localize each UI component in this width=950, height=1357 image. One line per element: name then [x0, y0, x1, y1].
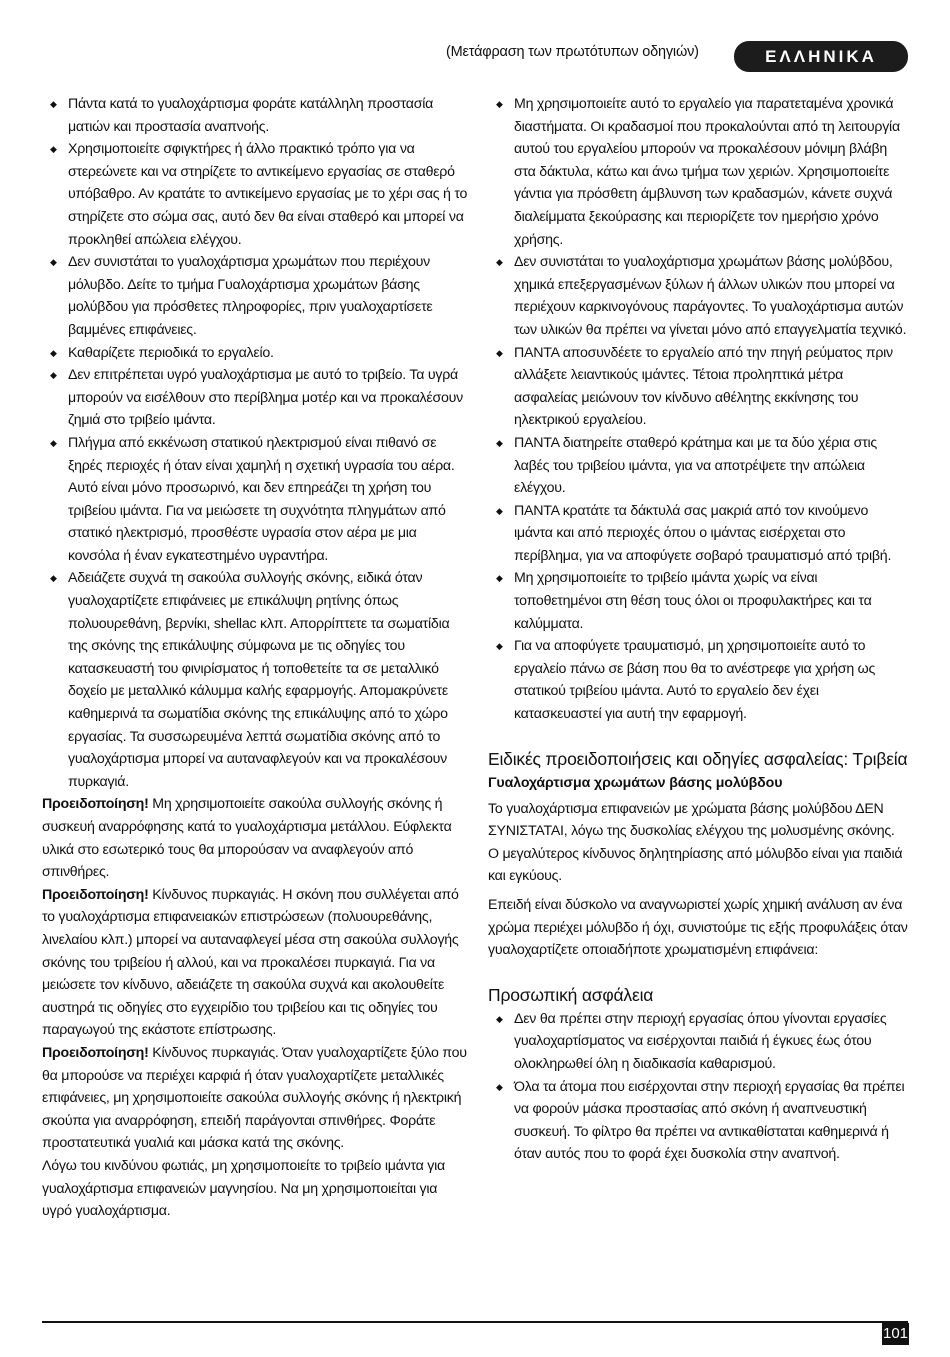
diamond-bullet-icon: ◆ — [50, 573, 57, 584]
list-item — [42, 432, 468, 568]
diamond-bullet-icon: ◆ — [496, 257, 503, 268]
warning-paragraph — [42, 884, 468, 1042]
warning-text: Μη χρησιμοποιείτε σακούλα συλλογής σκόνης ή συσκευή αναρρόφησης κατά το γυαλοχάρτισμα μετάλλου. Εύφλεκτα υλικά στο εσωτερικό τους θα μπορούσαν να αναφλεγούν από σπινθήρες. — [42, 796, 452, 881]
list-item — [42, 251, 468, 341]
list-item — [488, 432, 908, 500]
bullet-text: Χρησιμοποιείτε σφιγκτήρες ή άλλο πρακτικό τρόπο για να στερεώνετε και να στηρίζετε το αντικείμενο εργασίας σε σταθερό υπόβαθρο. Αν κρατάτε το αντικείμενο εργασίας με το χέρι σας ή το στηρίζετε στο σώμα σας, αυτό δεν θα είναι σταθερό και μπορεί να προκληθεί απώλεια ελέγχου. — [68, 141, 468, 248]
bullet-text: Δεν συνιστάται το γυαλοχάρτισμα χρωμάτων που περιέχουν μόλυβδο. Δείτε το τμήμα Γυαλοχάρτισμα χρωμάτων βάσης μολύβδου για πρόσθετες πληροφορίες, πριν γυαλοχαρτίσετε βαμμένες επιφάνειες. — [68, 254, 433, 338]
bullet-text: Πάντα κατά το γυαλοχάρτισμα φοράτε κατάλληλη προστασία ματιών και προστασία αναπνοής. — [68, 96, 434, 135]
body-paragraph: Το γυαλοχάρτισμα επιφανειών με χρώματα βάσης μολύβδου ΔΕΝ ΣΥΝΙΣΤΑΤΑΙ, λόγω της δυσκολίας ελέγχου της μολυσμένης σκόνης. Ο μεγαλύτερος κίνδυνος δηλητηρίασης από μόλυβδο είναι για παιδιά και εγκύους. — [488, 800, 903, 885]
warning-label: Προειδοποίηση! — [42, 1044, 149, 1061]
diamond-bullet-icon: ◆ — [50, 99, 57, 109]
diamond-bullet-icon: ◆ — [496, 99, 503, 109]
footer-divider — [42, 1321, 908, 1323]
list-item — [488, 500, 908, 568]
list-item — [42, 342, 468, 365]
closing-paragraph: Λόγω του κινδύνου φωτιάς, μη χρησιμοποιείτε το τριβείο ιμάντα για γυαλοχάρτισμα επιφανειών μαγνησίου. Να μη χρησιμοποιείται για υγρό γυαλοχάρτισμα. — [42, 1157, 445, 1220]
bullet-text: Δεν επιτρέπεται υγρό γυαλοχάρτισμα με αυτό το τριβείο. Τα υγρά μπορούν να εισέλθουν στο περίβλημα μοτέρ και να προκαλέσουν ζημιά στο τριβείο ιμάντα. — [68, 367, 463, 429]
diamond-bullet-icon: ◆ — [496, 641, 503, 652]
warning-label: Προειδοποίηση! — [42, 886, 149, 903]
warning-label: Προειδοποίηση! — [42, 796, 149, 813]
diamond-bullet-icon: ◆ — [496, 1013, 503, 1024]
list-item — [488, 567, 908, 635]
left-bullet-list — [42, 93, 468, 793]
bullet-text: Πλήγμα από εκκένωση στατικού ηλεκτρισμού είναι πιθανό σε ξηρές περιοχές ή όταν είναι χαμηλή η σχετική υγρασία του αέρα. Αυτό είναι μόνο προσωρινό, και δεν επηρεάζει τη χρήση του τριβείου ιμάντα. Για να μειώσετε τη συχνότητα πληγμάτων από στατικό ηλεκτρισμό, προσθέστε υγρασία στον αέρα με μια κονσόλα ή έναν εγκατεστημένο υγραντήρα. — [68, 434, 455, 564]
section-heading: Ειδικές προειδοποιήσεις και οδηγίες ασφαλείας: Τριβεία — [488, 748, 908, 769]
right-column — [488, 93, 908, 1166]
language-badge: ΕΛΛΗΝΙΚΑ — [734, 41, 908, 72]
personal-safety-list — [488, 1008, 908, 1166]
diamond-bullet-icon: ◆ — [496, 347, 503, 358]
diamond-bullet-icon: ◆ — [496, 437, 503, 448]
bullet-text: Μη χρησιμοποιείτε το τριβείο ιμάντα χωρίς να είναι τοποθετημένοι στη θέση τους όλοι οι προφυλακτήρες και τα καλύμματα. — [514, 570, 872, 632]
list-item — [488, 1008, 908, 1076]
diamond-bullet-icon: ◆ — [50, 437, 57, 448]
diamond-bullet-icon: ◆ — [496, 1081, 503, 1092]
warning-text: Κίνδυνος πυρκαγιάς. Όταν γυαλοχαρτίζετε ξύλο που θα μπορούσε να περιέχει καρφιά ή όταν γυαλοχαρτίζετε μεταλλικές επιφάνειες, μη χρησιμοποιείτε σακούλα συλλογής σκόνης ή ηλεκτρική σκούπα για αναρρόφηση, επειδή παράγονται σπινθήρες. Φοράτε προστατευτικά γυαλιά και μάσκα κατά της σκόνης. — [42, 1044, 467, 1152]
diamond-bullet-icon: ◆ — [50, 347, 57, 358]
bullet-text: Δεν θα πρέπει στην περιοχή εργασίας όπου γίνονται εργασίες γυαλοχαρτίσματος να εισέρχονται παιδιά ή έγκυες έως ότου ολοκληρωθεί όλη η διαδικασία καθαρισμού. — [514, 1010, 887, 1072]
warning-text: Κίνδυνος πυρκαγιάς. Η σκόνη που συλλέγεται από το γυαλοχάρτισμα επιφανειακών επιστρώσεων (πολυουρεθάνης, λινελαίου κλπ.) μπορεί να αυταναφλεγεί μέσα στη σακούλα συλλογής σκόνης του τριβείου ή αλλού, και να προκαλέσει πυρκαγιά. Για να μειώσετε τον κίνδυνο, αδειάζετε τη σακούλα συχνά και ακολουθείτε αυστηρά τις οδηγίες στο εγχειρίδιο του τριβείου και τις οδηγίες του παραγωγού της εκάστοτε επίστρωσης. — [42, 886, 459, 1039]
list-item — [488, 342, 908, 432]
warning-paragraph — [42, 1042, 468, 1155]
translation-note: (Μετάφραση των πρωτότυπων οδηγιών) — [446, 44, 699, 60]
page-number: 101 — [882, 1323, 909, 1345]
bullet-text: ΠΑΝΤΑ κρατάτε τα δάκτυλά σας μακριά από τον κινούμενο ιμάντα και από περιοχές όπου ο ιμάντας εισέρχεται στο περίβλημα, για να αποφύγετε σοβαρό τραυματισμό από τριβή. — [514, 502, 892, 564]
diamond-bullet-icon: ◆ — [496, 505, 503, 516]
diamond-bullet-icon: ◆ — [50, 257, 57, 268]
bullet-text: Μη χρησιμοποιείτε αυτό το εργαλείο για παρατεταμένα χρονικά διαστήματα. Οι κραδασμοί που προκαλούνται από τη λειτουργία αυτού του εργαλείου μπορούν να προκαλέσουν μόνιμη βλάβη στα δάκτυλα, κάτω και άνω τμήμα των χεριών. Χρησιμοποιείτε γάντια για πρόσθετη άμβλυνση των κραδασμών, κάνετε συχνά διαλείμματα ξεκούρασης και περιορίζετε τον ημερήσιο χρόνο χρήσης. — [514, 96, 900, 248]
right-bullet-list — [488, 93, 908, 726]
list-item — [42, 567, 468, 793]
diamond-bullet-icon: ◆ — [50, 144, 57, 155]
personal-safety-heading: Προσωπική ασφάλεια — [488, 984, 654, 1005]
bullet-text: Για να αποφύγετε τραυματισμό, μη χρησιμοποιείτε αυτό το εργαλείο πάνω σε βάση που θα το ανέστρεφε για χρήση ως στατικού τριβείου ιμάντα. Αυτό το εργαλείο δεν έχει κατασκευαστεί για αυτή την εφαρμογή. — [514, 638, 876, 723]
diamond-bullet-icon: ◆ — [50, 370, 57, 381]
diamond-bullet-icon: ◆ — [496, 573, 503, 584]
bullet-text: Όλα τα άτομα που εισέρχονται στην περιοχή εργασίας θα πρέπει να φορούν μάσκα προστασίας από σκόνη ή αναπνευστική συσκευή. Το φίλτρο θα πρέπει να αντικαθίσταται καθημερινά ή όταν αυτός που το φορά έχει δυσκολία στην αναπνοή. — [514, 1078, 905, 1163]
bullet-text: ΠΑΝΤΑ αποσυνδέετε το εργαλείο από την πηγή ρεύματος πριν αλλάξετε λειαντικούς ιμάντες. Τέτοια προληπτικά μέτρα ασφαλείας μειώνουν τον κίνδυνο αθέλητης εκκίνησης του ηλεκτρικού εργαλείου. — [514, 344, 893, 429]
body-paragraph: Επειδή είναι δύσκολο να αναγνωριστεί χωρίς χημική ανάλυση αν ένα χρώμα περιέχει μόλυβδο ή όχι, συνιστούμε τις εξής προφυλάξεις όταν γυαλοχαρτίζετε οποιαδήποτε χρωματισμένη επιφάνεια: — [488, 897, 908, 959]
list-item — [488, 1076, 908, 1166]
list-item — [42, 93, 468, 138]
bullet-text: Καθαρίζετε περιοδικά το εργαλείο. — [68, 344, 274, 361]
bullet-text: Δεν συνιστάται το γυαλοχάρτισμα χρωμάτων βάσης μολύβδου, χημικά επεξεργασμένων ξύλων ή άλλων υλικών που μπορεί να περιέχουν καρκινογόνους παράγοντες. Το γυαλοχάρτισμα αυτών των υλικών θα πρέπει να γίνεται μόνο από επαγγελματία τεχνικό. — [514, 254, 907, 338]
warning-paragraph — [42, 793, 468, 883]
list-item — [488, 93, 908, 251]
list-item — [42, 364, 468, 432]
subsection-heading: Γυαλοχάρτισμα χρωμάτων βάσης μολύβδου — [488, 774, 783, 791]
left-column — [42, 93, 468, 1223]
list-item — [42, 138, 468, 251]
bullet-text: Αδειάζετε συχνά τη σακούλα συλλογής σκόνης, ειδικά όταν γυαλοχαρτίζετε επιφάνειες με επικάλυψη ρητίνης όπως πολυουρεθάνη, βερνίκι, shellac κλπ. Απορρίπτετε τα σωματίδια της σκόνης της επικάλυψης σύμφωνα με τις οδηγίες του κατασκευαστή του φινιρίσματος ή τοποθετείτε τα σε μεταλλικό δοχείο με μεταλλικό κάλυμμα καλής εφαρμογής. Απομακρύνετε καθημερινά τα σωματίδια σκόνης της επικάλυψης από το χώρο εργασίας. Τα συσσωρευμένα λεπτά σωματίδια σκόνης από το γυαλοχάρτισμα μπορεί να αυταναφλεγούν και να προκαλέσουν πυρκαγιά. — [68, 570, 450, 790]
list-item — [488, 635, 908, 725]
list-item — [488, 251, 908, 341]
bullet-text: ΠΑΝΤΑ διατηρείτε σταθερό κράτημα και με τα δύο χέρια στις λαβές του τριβείου ιμάντα, για να αποτρέψετε την απώλεια ελέγχου. — [514, 434, 877, 497]
